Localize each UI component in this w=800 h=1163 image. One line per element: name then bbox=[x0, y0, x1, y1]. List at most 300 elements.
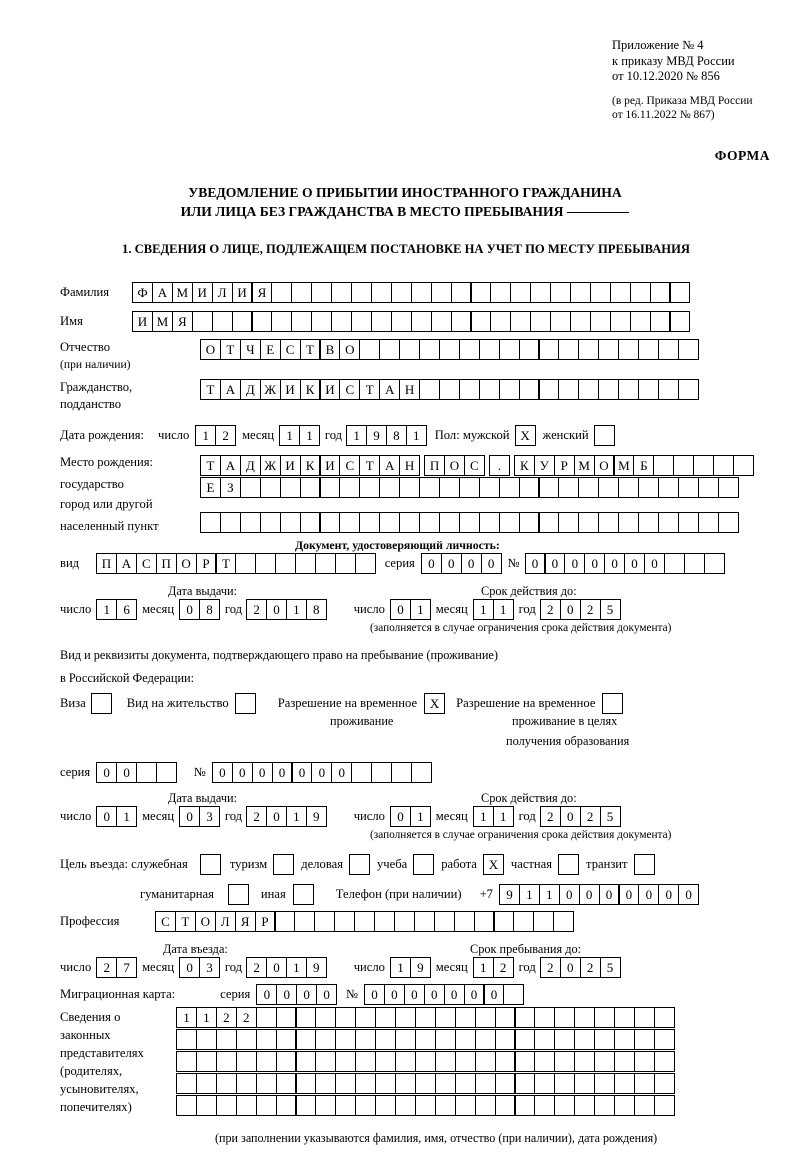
char-cell[interactable]: 0 bbox=[179, 806, 200, 827]
char-cell[interactable] bbox=[534, 1051, 555, 1072]
char-cell[interactable]: Р bbox=[255, 911, 276, 932]
char-cell[interactable] bbox=[618, 512, 639, 533]
char-cell[interactable] bbox=[630, 282, 651, 303]
char-cell[interactable]: И bbox=[319, 455, 340, 476]
char-cell[interactable] bbox=[415, 1095, 436, 1116]
char-cell[interactable] bbox=[351, 282, 372, 303]
char-cell[interactable] bbox=[295, 1051, 316, 1072]
char-cell[interactable] bbox=[280, 512, 301, 533]
char-cell[interactable] bbox=[733, 455, 754, 476]
char-cell[interactable] bbox=[514, 1029, 535, 1050]
char-cell[interactable]: 0 bbox=[390, 806, 411, 827]
char-cell[interactable] bbox=[355, 1029, 376, 1050]
char-cell[interactable] bbox=[455, 1029, 476, 1050]
char-cell[interactable] bbox=[704, 553, 725, 574]
char-cell[interactable]: 0 bbox=[266, 806, 287, 827]
char-cell[interactable]: Я bbox=[251, 282, 272, 303]
char-cell[interactable] bbox=[673, 455, 694, 476]
char-cell[interactable]: Ж bbox=[260, 379, 281, 400]
char-cell[interactable] bbox=[614, 1029, 635, 1050]
char-cell[interactable] bbox=[610, 311, 631, 332]
char-cell[interactable]: 0 bbox=[276, 984, 297, 1005]
char-cell[interactable] bbox=[650, 282, 671, 303]
char-cell[interactable] bbox=[533, 911, 554, 932]
char-cell[interactable] bbox=[475, 1029, 496, 1050]
char-cell[interactable] bbox=[519, 477, 540, 498]
char-cell[interactable] bbox=[439, 339, 460, 360]
char-cell[interactable] bbox=[335, 1095, 356, 1116]
char-cell[interactable] bbox=[395, 1007, 416, 1028]
legal-rep-line-3-input[interactable] bbox=[176, 1051, 674, 1072]
char-cell[interactable] bbox=[359, 512, 380, 533]
char-cell[interactable]: 0 bbox=[256, 984, 277, 1005]
char-cell[interactable]: 9 bbox=[410, 957, 431, 978]
purpose-private-checkbox[interactable] bbox=[558, 854, 579, 875]
char-cell[interactable]: Е bbox=[260, 339, 281, 360]
char-cell[interactable] bbox=[558, 512, 579, 533]
char-cell[interactable] bbox=[451, 311, 472, 332]
char-cell[interactable]: Д bbox=[240, 455, 261, 476]
char-cell[interactable] bbox=[415, 1073, 436, 1094]
char-cell[interactable] bbox=[570, 282, 591, 303]
char-cell[interactable]: 3 bbox=[199, 806, 220, 827]
char-cell[interactable] bbox=[634, 1073, 655, 1094]
char-cell[interactable]: О bbox=[594, 455, 615, 476]
char-cell[interactable]: 2 bbox=[96, 957, 117, 978]
char-cell[interactable]: 0 bbox=[483, 984, 504, 1005]
entry-month-input[interactable] bbox=[179, 957, 219, 978]
char-cell[interactable]: 0 bbox=[441, 553, 462, 574]
char-cell[interactable]: 0 bbox=[599, 884, 620, 905]
char-cell[interactable]: И bbox=[232, 282, 253, 303]
char-cell[interactable]: Н bbox=[399, 455, 420, 476]
char-cell[interactable] bbox=[411, 311, 432, 332]
char-cell[interactable] bbox=[415, 1007, 436, 1028]
char-cell[interactable] bbox=[394, 911, 415, 932]
char-cell[interactable]: 2 bbox=[236, 1007, 257, 1028]
legal-rep-line-5-input[interactable] bbox=[176, 1095, 674, 1116]
char-cell[interactable]: 0 bbox=[560, 806, 581, 827]
char-cell[interactable]: 9 bbox=[306, 806, 327, 827]
char-cell[interactable]: 1 bbox=[410, 806, 431, 827]
char-cell[interactable] bbox=[455, 1073, 476, 1094]
char-cell[interactable]: 0 bbox=[331, 762, 352, 783]
char-cell[interactable] bbox=[295, 1029, 316, 1050]
char-cell[interactable] bbox=[419, 512, 440, 533]
char-cell[interactable] bbox=[451, 282, 472, 303]
char-cell[interactable]: 9 bbox=[306, 957, 327, 978]
char-cell[interactable]: И bbox=[132, 311, 153, 332]
char-cell[interactable] bbox=[630, 311, 651, 332]
char-cell[interactable]: 0 bbox=[624, 553, 645, 574]
purpose-other-checkbox[interactable] bbox=[293, 884, 314, 905]
char-cell[interactable] bbox=[598, 339, 619, 360]
profession-input[interactable] bbox=[155, 911, 573, 932]
char-cell[interactable] bbox=[295, 1095, 316, 1116]
char-cell[interactable]: 6 bbox=[116, 599, 137, 620]
purpose-transit-checkbox[interactable] bbox=[634, 854, 655, 875]
char-cell[interactable] bbox=[459, 512, 480, 533]
char-cell[interactable] bbox=[176, 1073, 197, 1094]
char-cell[interactable] bbox=[236, 1095, 257, 1116]
char-cell[interactable]: Ф bbox=[132, 282, 153, 303]
char-cell[interactable] bbox=[291, 311, 312, 332]
char-cell[interactable] bbox=[554, 1073, 575, 1094]
residence-permit-checkbox[interactable] bbox=[235, 693, 256, 714]
char-cell[interactable] bbox=[411, 282, 432, 303]
char-cell[interactable]: . bbox=[489, 455, 510, 476]
char-cell[interactable]: 0 bbox=[559, 884, 580, 905]
char-cell[interactable] bbox=[176, 1029, 197, 1050]
char-cell[interactable]: 9 bbox=[366, 425, 387, 446]
char-cell[interactable] bbox=[475, 1051, 496, 1072]
migration-number-input[interactable] bbox=[364, 984, 523, 1005]
permit-series-input[interactable] bbox=[96, 762, 176, 783]
char-cell[interactable] bbox=[490, 282, 511, 303]
char-cell[interactable] bbox=[658, 379, 679, 400]
char-cell[interactable] bbox=[538, 512, 559, 533]
char-cell[interactable] bbox=[650, 311, 671, 332]
char-cell[interactable] bbox=[439, 477, 460, 498]
char-cell[interactable]: 0 bbox=[384, 984, 405, 1005]
char-cell[interactable] bbox=[415, 1029, 436, 1050]
char-cell[interactable] bbox=[216, 1095, 237, 1116]
char-cell[interactable]: Я bbox=[172, 311, 193, 332]
legal-rep-line-1-input[interactable] bbox=[176, 1007, 674, 1028]
char-cell[interactable] bbox=[554, 1051, 575, 1072]
char-cell[interactable] bbox=[196, 1095, 217, 1116]
char-cell[interactable]: И bbox=[192, 282, 213, 303]
char-cell[interactable] bbox=[399, 477, 420, 498]
char-cell[interactable] bbox=[434, 911, 455, 932]
char-cell[interactable]: У bbox=[534, 455, 555, 476]
char-cell[interactable] bbox=[554, 1007, 575, 1028]
char-cell[interactable] bbox=[355, 1095, 376, 1116]
char-cell[interactable] bbox=[554, 1029, 575, 1050]
char-cell[interactable] bbox=[415, 1051, 436, 1072]
char-cell[interactable] bbox=[554, 1095, 575, 1116]
edu-residence-checkbox[interactable] bbox=[602, 693, 623, 714]
char-cell[interactable]: 3 bbox=[199, 957, 220, 978]
surname-input[interactable] bbox=[132, 282, 689, 303]
char-cell[interactable]: С bbox=[464, 455, 485, 476]
char-cell[interactable] bbox=[196, 1029, 217, 1050]
char-cell[interactable]: Б bbox=[633, 455, 654, 476]
char-cell[interactable] bbox=[475, 1007, 496, 1028]
char-cell[interactable] bbox=[459, 339, 480, 360]
char-cell[interactable] bbox=[375, 1095, 396, 1116]
migration-series-input[interactable] bbox=[256, 984, 336, 1005]
char-cell[interactable]: 5 bbox=[600, 957, 621, 978]
char-cell[interactable]: 1 bbox=[279, 425, 300, 446]
char-cell[interactable]: З bbox=[220, 477, 241, 498]
char-cell[interactable]: 0 bbox=[481, 553, 502, 574]
char-cell[interactable]: 0 bbox=[390, 599, 411, 620]
doc-series-input[interactable] bbox=[421, 553, 501, 574]
char-cell[interactable]: И bbox=[319, 379, 340, 400]
char-cell[interactable]: 0 bbox=[96, 762, 117, 783]
char-cell[interactable] bbox=[251, 311, 272, 332]
char-cell[interactable]: О bbox=[176, 553, 197, 574]
char-cell[interactable] bbox=[319, 512, 340, 533]
char-cell[interactable]: О bbox=[339, 339, 360, 360]
char-cell[interactable] bbox=[479, 339, 500, 360]
char-cell[interactable]: И bbox=[280, 455, 301, 476]
char-cell[interactable] bbox=[256, 1051, 277, 1072]
char-cell[interactable] bbox=[653, 455, 674, 476]
char-cell[interactable] bbox=[459, 477, 480, 498]
char-cell[interactable]: 1 bbox=[410, 599, 431, 620]
char-cell[interactable] bbox=[374, 911, 395, 932]
char-cell[interactable]: С bbox=[339, 455, 360, 476]
char-cell[interactable]: 0 bbox=[291, 762, 312, 783]
doc-issue-year-input[interactable] bbox=[246, 599, 326, 620]
char-cell[interactable]: 2 bbox=[540, 599, 561, 620]
char-cell[interactable] bbox=[495, 1007, 516, 1028]
char-cell[interactable]: 1 bbox=[176, 1007, 197, 1028]
char-cell[interactable] bbox=[499, 512, 520, 533]
permit-issue-month-input[interactable] bbox=[179, 806, 219, 827]
char-cell[interactable] bbox=[558, 379, 579, 400]
char-cell[interactable] bbox=[570, 311, 591, 332]
char-cell[interactable] bbox=[375, 1029, 396, 1050]
char-cell[interactable] bbox=[479, 379, 500, 400]
char-cell[interactable] bbox=[638, 512, 659, 533]
char-cell[interactable] bbox=[470, 282, 491, 303]
birthplace-line-3-input[interactable] bbox=[200, 512, 737, 533]
char-cell[interactable]: 1 bbox=[195, 425, 216, 446]
char-cell[interactable] bbox=[574, 1007, 595, 1028]
char-cell[interactable]: 0 bbox=[179, 957, 200, 978]
char-cell[interactable] bbox=[538, 477, 559, 498]
char-cell[interactable]: 1 bbox=[390, 957, 411, 978]
char-cell[interactable] bbox=[300, 477, 321, 498]
char-cell[interactable] bbox=[220, 512, 241, 533]
char-cell[interactable] bbox=[513, 911, 534, 932]
char-cell[interactable] bbox=[664, 553, 685, 574]
char-cell[interactable]: Л bbox=[212, 282, 233, 303]
char-cell[interactable] bbox=[295, 1073, 316, 1094]
char-cell[interactable] bbox=[196, 1073, 217, 1094]
char-cell[interactable]: К bbox=[300, 379, 321, 400]
char-cell[interactable]: Т bbox=[175, 911, 196, 932]
char-cell[interactable] bbox=[235, 553, 256, 574]
name-input[interactable] bbox=[132, 311, 689, 332]
char-cell[interactable] bbox=[550, 282, 571, 303]
char-cell[interactable]: 0 bbox=[678, 884, 699, 905]
char-cell[interactable] bbox=[355, 1007, 376, 1028]
char-cell[interactable] bbox=[334, 911, 355, 932]
char-cell[interactable] bbox=[435, 1007, 456, 1028]
char-cell[interactable] bbox=[236, 1051, 257, 1072]
char-cell[interactable] bbox=[618, 339, 639, 360]
char-cell[interactable]: 2 bbox=[540, 957, 561, 978]
char-cell[interactable]: 5 bbox=[600, 806, 621, 827]
char-cell[interactable] bbox=[654, 1007, 675, 1028]
char-cell[interactable] bbox=[399, 339, 420, 360]
entry-day-input[interactable] bbox=[96, 957, 136, 978]
char-cell[interactable]: Н bbox=[399, 379, 420, 400]
char-cell[interactable]: 0 bbox=[116, 762, 137, 783]
char-cell[interactable] bbox=[519, 339, 540, 360]
char-cell[interactable]: 1 bbox=[473, 957, 494, 978]
char-cell[interactable]: 0 bbox=[644, 553, 665, 574]
purpose-work-checkbox[interactable]: Х bbox=[483, 854, 504, 875]
char-cell[interactable] bbox=[558, 477, 579, 498]
char-cell[interactable] bbox=[339, 512, 360, 533]
char-cell[interactable]: 0 bbox=[316, 984, 337, 1005]
char-cell[interactable] bbox=[255, 553, 276, 574]
char-cell[interactable] bbox=[291, 282, 312, 303]
doc-valid-year-input[interactable] bbox=[540, 599, 620, 620]
char-cell[interactable]: Л bbox=[215, 911, 236, 932]
char-cell[interactable] bbox=[371, 282, 392, 303]
char-cell[interactable] bbox=[530, 311, 551, 332]
char-cell[interactable] bbox=[435, 1073, 456, 1094]
char-cell[interactable] bbox=[574, 1095, 595, 1116]
char-cell[interactable] bbox=[176, 1095, 197, 1116]
char-cell[interactable] bbox=[499, 477, 520, 498]
char-cell[interactable] bbox=[638, 339, 659, 360]
char-cell[interactable] bbox=[499, 379, 520, 400]
char-cell[interactable] bbox=[216, 1029, 237, 1050]
char-cell[interactable]: 2 bbox=[580, 806, 601, 827]
char-cell[interactable]: 0 bbox=[232, 762, 253, 783]
char-cell[interactable]: 0 bbox=[579, 884, 600, 905]
stay-day-input[interactable] bbox=[390, 957, 430, 978]
char-cell[interactable] bbox=[614, 1095, 635, 1116]
doc-valid-month-input[interactable] bbox=[473, 599, 513, 620]
char-cell[interactable] bbox=[618, 477, 639, 498]
char-cell[interactable] bbox=[300, 512, 321, 533]
patronymic-input[interactable] bbox=[200, 339, 698, 360]
char-cell[interactable] bbox=[414, 911, 435, 932]
char-cell[interactable]: С bbox=[136, 553, 157, 574]
char-cell[interactable]: 0 bbox=[421, 553, 442, 574]
char-cell[interactable] bbox=[371, 762, 392, 783]
char-cell[interactable]: Е bbox=[200, 477, 221, 498]
char-cell[interactable]: М bbox=[574, 455, 595, 476]
purpose-study-checkbox[interactable] bbox=[413, 854, 434, 875]
permit-issue-year-input[interactable] bbox=[246, 806, 326, 827]
char-cell[interactable]: 0 bbox=[618, 884, 639, 905]
char-cell[interactable] bbox=[391, 311, 412, 332]
stay-month-input[interactable] bbox=[473, 957, 513, 978]
char-cell[interactable]: О bbox=[444, 455, 465, 476]
char-cell[interactable]: 1 bbox=[473, 599, 494, 620]
char-cell[interactable]: 0 bbox=[461, 553, 482, 574]
char-cell[interactable] bbox=[335, 1051, 356, 1072]
char-cell[interactable] bbox=[638, 477, 659, 498]
char-cell[interactable] bbox=[335, 553, 356, 574]
birth-month-input[interactable] bbox=[279, 425, 319, 446]
char-cell[interactable] bbox=[475, 1095, 496, 1116]
char-cell[interactable]: 8 bbox=[199, 599, 220, 620]
char-cell[interactable] bbox=[475, 1073, 496, 1094]
char-cell[interactable]: 0 bbox=[266, 599, 287, 620]
char-cell[interactable] bbox=[684, 553, 705, 574]
char-cell[interactable] bbox=[534, 1095, 555, 1116]
permit-issue-day-input[interactable] bbox=[96, 806, 136, 827]
char-cell[interactable] bbox=[335, 1029, 356, 1050]
visa-checkbox[interactable] bbox=[91, 693, 112, 714]
char-cell[interactable]: С bbox=[280, 339, 301, 360]
char-cell[interactable] bbox=[614, 1051, 635, 1072]
legal-rep-line-4-input[interactable] bbox=[176, 1073, 674, 1094]
phone-input[interactable] bbox=[499, 884, 698, 905]
char-cell[interactable]: О bbox=[195, 911, 216, 932]
char-cell[interactable]: М bbox=[152, 311, 173, 332]
char-cell[interactable] bbox=[510, 311, 531, 332]
char-cell[interactable]: 0 bbox=[212, 762, 233, 783]
char-cell[interactable] bbox=[590, 311, 611, 332]
char-cell[interactable] bbox=[314, 911, 335, 932]
char-cell[interactable] bbox=[280, 477, 301, 498]
birth-year-input[interactable] bbox=[346, 425, 426, 446]
char-cell[interactable] bbox=[232, 311, 253, 332]
char-cell[interactable] bbox=[598, 379, 619, 400]
char-cell[interactable] bbox=[594, 1073, 615, 1094]
char-cell[interactable] bbox=[534, 1007, 555, 1028]
char-cell[interactable] bbox=[395, 1073, 416, 1094]
char-cell[interactable] bbox=[319, 477, 340, 498]
purpose-tourism-checkbox[interactable] bbox=[273, 854, 294, 875]
char-cell[interactable] bbox=[240, 512, 261, 533]
char-cell[interactable] bbox=[634, 1007, 655, 1028]
char-cell[interactable] bbox=[578, 339, 599, 360]
char-cell[interactable]: 2 bbox=[216, 1007, 237, 1028]
char-cell[interactable] bbox=[395, 1029, 416, 1050]
char-cell[interactable] bbox=[419, 379, 440, 400]
char-cell[interactable]: Т bbox=[215, 553, 236, 574]
char-cell[interactable] bbox=[490, 311, 511, 332]
char-cell[interactable] bbox=[574, 1051, 595, 1072]
char-cell[interactable] bbox=[315, 553, 336, 574]
char-cell[interactable] bbox=[276, 1007, 297, 1028]
char-cell[interactable] bbox=[493, 911, 514, 932]
char-cell[interactable] bbox=[558, 339, 579, 360]
char-cell[interactable]: 0 bbox=[252, 762, 273, 783]
doc-kind-input[interactable] bbox=[96, 553, 375, 574]
char-cell[interactable]: Ч bbox=[240, 339, 261, 360]
char-cell[interactable] bbox=[598, 512, 619, 533]
char-cell[interactable] bbox=[395, 1051, 416, 1072]
char-cell[interactable] bbox=[375, 1051, 396, 1072]
char-cell[interactable] bbox=[519, 512, 540, 533]
char-cell[interactable]: 0 bbox=[544, 553, 565, 574]
char-cell[interactable]: 0 bbox=[638, 884, 659, 905]
char-cell[interactable] bbox=[256, 1029, 277, 1050]
char-cell[interactable] bbox=[260, 512, 281, 533]
char-cell[interactable]: 0 bbox=[658, 884, 679, 905]
char-cell[interactable] bbox=[315, 1051, 336, 1072]
char-cell[interactable] bbox=[256, 1095, 277, 1116]
char-cell[interactable] bbox=[658, 477, 679, 498]
char-cell[interactable]: 2 bbox=[246, 957, 267, 978]
char-cell[interactable] bbox=[435, 1095, 456, 1116]
char-cell[interactable]: 0 bbox=[604, 553, 625, 574]
char-cell[interactable] bbox=[455, 1007, 476, 1028]
char-cell[interactable] bbox=[411, 762, 432, 783]
char-cell[interactable] bbox=[295, 553, 316, 574]
char-cell[interactable] bbox=[693, 455, 714, 476]
char-cell[interactable] bbox=[499, 339, 520, 360]
char-cell[interactable]: 9 bbox=[499, 884, 520, 905]
char-cell[interactable] bbox=[678, 339, 699, 360]
char-cell[interactable] bbox=[678, 477, 699, 498]
char-cell[interactable]: 1 bbox=[299, 425, 320, 446]
char-cell[interactable] bbox=[669, 311, 690, 332]
